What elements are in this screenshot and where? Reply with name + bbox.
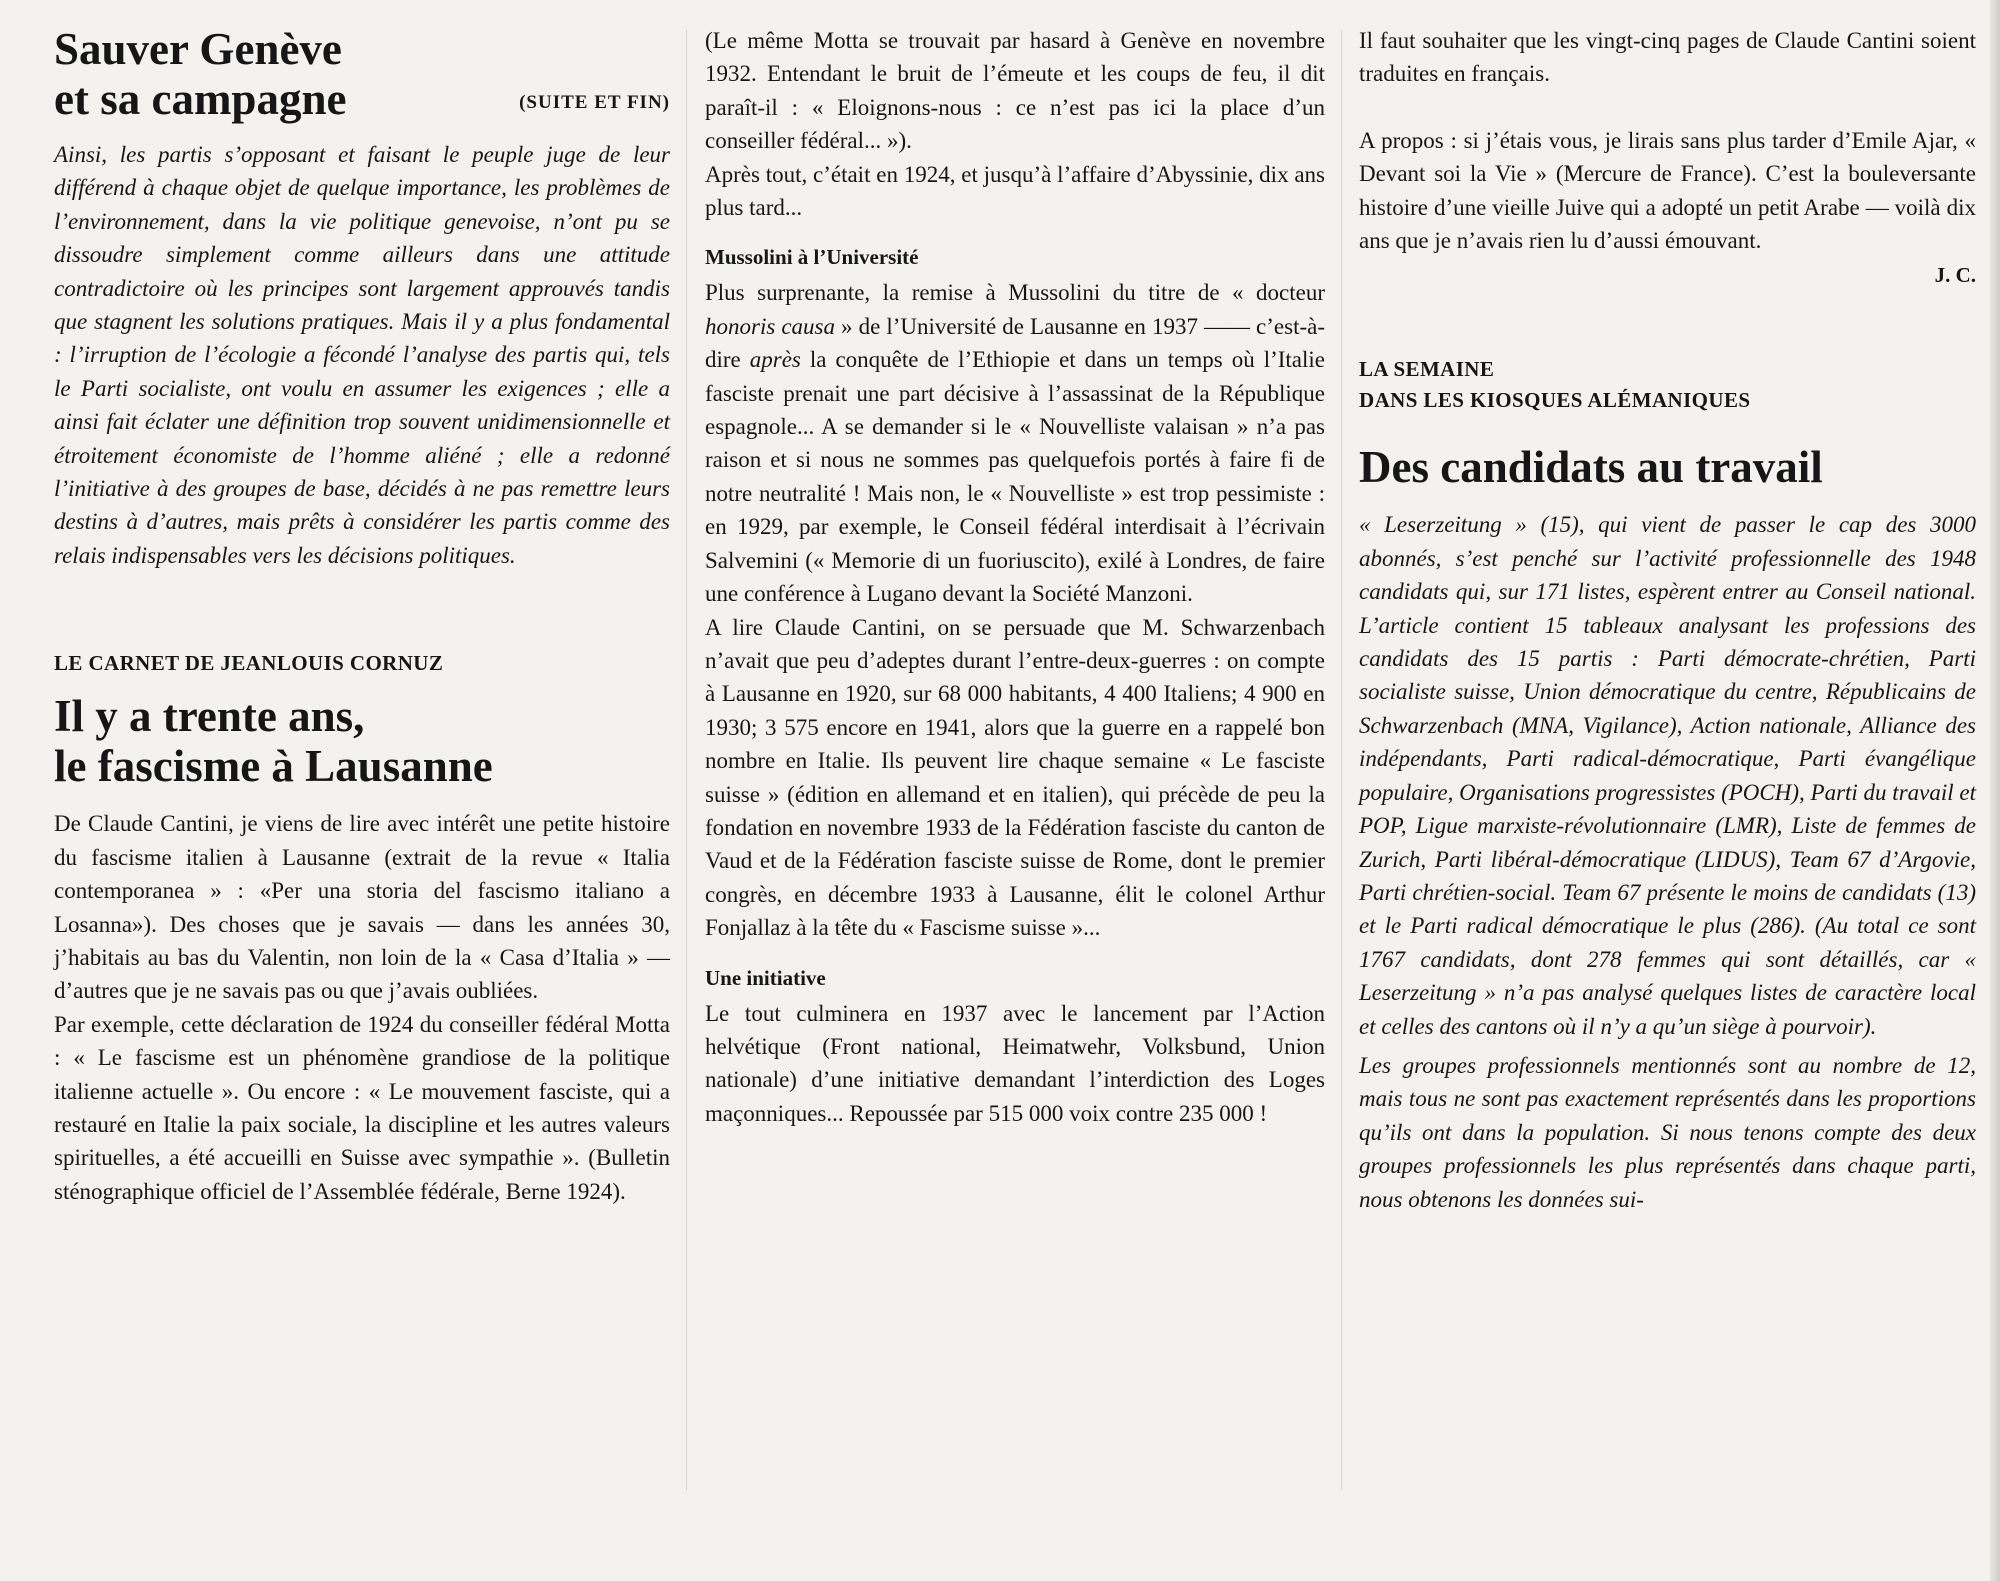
column-3 bbox=[1359, 24, 1976, 1216]
article-header bbox=[54, 24, 670, 124]
body-paragraph: De Claude Cantini, je viens de lire avec intérêt une petite histoire du fascisme italien à Lausanne (extrait de la revue « Italia contemporanea » : «Per una storia del fascismo italiano a Losanna»). Des choses que je savais — dans les années 30, j’habitais au bas du Valentin, non loin de la « Casa d’Italia » — d’autres que je ne savais pas ou que j’avais oubliées. bbox=[54, 811, 670, 1004]
title-line: Sauver Genève bbox=[54, 24, 342, 74]
body-paragraph: Par exemple, cette déclaration de 1924 du conseiller fédéral Motta : « Le fascisme est un phénomène grandiose de la politique italienne actuelle ». Ou encore : « Le mouvement fasciste, qui a restauré en Italie la paix sociale, la discipline et les autres valeurs spirituelles, a été accueilli en Suisse avec sympathie ». (Bulletin sténographique officiel de l’Assemblée fédérale, Berne 1924). bbox=[54, 1011, 670, 1204]
article-title-2 bbox=[54, 691, 670, 791]
title-line: Il y a trente ans, bbox=[54, 691, 365, 742]
body-paragraph: Il faut souhaiter que les vingt-cinq pages de Claude Cantini soient traduites en français. bbox=[1359, 28, 1976, 87]
italic-paragraph: « Leserzeitung » (15), qui vient de passer le cap des 3000 abonnés, s’est penché sur l’activité professionnelle des 1948 candidats qui, sur 171 listes, espèrent entrer au Conseil national. L’article contient 15 tableaux analysant les professions des candidats des 15 partis : Parti démocrate-chrétien, Parti socialiste suisse, Union démocratique du centre, Républicains de Schwarzenbach (MNA, Vigilance), Action nationale, Alliance des indépendants, Parti radical-démocratique, Parti évangélique populaire, Organisations progressistes (POCH), Parti du travail et POP, Ligue marxiste-révolutionnaire (LMR), Liste de femmes de Zurich, Parti libéral-démocratique (LIDUS), Team 67 d’Argovie, Parti chrétien-social. Team 67 présente le moins de candidats (13) et le Parti radical démocratique le plus (286). (Au total ce sont 1767 candidats, dont 278 femmes qui sont détaillés, car « Leserzeitung » n’a pas analysé quelques listes de caractère local et celles des cantons où il n’y a qu’un siège à pourvoir). bbox=[1359, 512, 1976, 1039]
kicker-line: DANS LES KIOSQUES ALÉMANIQUES bbox=[1359, 388, 1751, 413]
signature: J. C. bbox=[1934, 263, 1976, 288]
subheading: Mussolini à l’Université bbox=[705, 245, 919, 270]
body-paragraph: Le tout culminera en 1937 avec le lancement par l’Action helvétique (Front national, Heimatwehr, Volksbund, Union nationale) d’une initiative demandant l’interdiction des Loges maçonniques... Repoussée par 515 000 voix contre 235 000 ! bbox=[705, 1000, 1325, 1126]
suite-et-fin-label: (SUITE ET FIN) bbox=[519, 92, 670, 113]
body-paragraph bbox=[705, 276, 1325, 610]
page-edge-shadow bbox=[1990, 0, 2000, 1581]
column-rule bbox=[686, 30, 687, 1490]
body-paragraph: A propos : si j’étais vous, je lirais sans plus tarder d’Emile Ajar, « Devant soi la Vie » (Mercure de France). C’est la bouleversante histoire d’une vieille Juive qui a adopté un petit Arabe — voilà dix ans que je n’avais rien lu d’aussi émouvant. bbox=[1359, 127, 1976, 254]
text-run: la conquête de l’Ethiopie et dans un temps où l’Italie fasciste prenait une part décisive à l’assassinat de la République espagnole... A se demander si le « Nouvelliste valaisan » n’a pas raison et si nous ne sommes pas quelquefois portés à faire fi de notre neutralité ! Mais non, le « Nouvelliste » est trop pessimiste : en 1929, par exemple, le Conseil fédéral interdisait à l’écrivain Salvemini (« Memorie di un fuoriuscito), exilé à Londres, de faire une conférence à Lugano devant la Société Manzoni. bbox=[705, 347, 1325, 607]
column-kicker bbox=[1359, 354, 1976, 416]
subheading: Une initiative bbox=[705, 965, 826, 990]
body-paragraph: A lire Claude Cantini, on se persuade que M. Schwarzenbach n’avait que peu d’adeptes durant l’entre-deux-guerres : on compte à Lausanne en 1920, sur 68 000 habitants, 4 400 Italiens; 4 900 en 1930; 3 575 encore en 1941, alors que la guerre en a rappelé bon nombre en Italie. Ils peuvent lire chaque semaine « Le fasciste suisse » (édition en allemand et en italien), qui précède de peu la fondation en novembre 1933 de la Fédération fasciste du canton de Vaud et de la Fédération fasciste suisse de Rome, dont le premier congrès, en décembre 1933 à Lausanne, élit le colonel Arthur Fonjallaz à la tête du « Fascisme suisse »... bbox=[705, 614, 1325, 941]
text-run: Plus surprenante, la remise à Mussolini du titre de « docteur bbox=[705, 280, 1325, 306]
kicker-line: LA SEMAINE bbox=[1359, 357, 1495, 382]
column-1 bbox=[54, 24, 670, 1208]
title-line: le fascisme à Lausanne bbox=[54, 741, 493, 792]
article-title-3: Des candidats au travail bbox=[1359, 442, 1823, 493]
text-run: » de l’Université de Lausanne en 1937 —— c’est-à-dire bbox=[705, 313, 1325, 373]
intro-paragraph: Ainsi, les partis s’opposant et faisant le peuple juge de leur différend à chaque objet de quelque importance, les problèmes de l’environnement, dans la vie politique genevoise, n’ont pu se dissoudre simplement comme ailleurs dans une attitude contradictoire où les principes sont largement approuvés tandis que stagnent les solutions pratiques. Mais il y a plus fondamental : l’irruption de l’écologie a fécondé l’analyse des partis qui, tels le Parti socialiste, ont voulu en assumer les exigences ; elle a ainsi fait éclater une définition trop souvent unidimensionnelle et étroitement économiste de l’homme aliéné ; elle a redonné l’initiative à des groupes de base, décidés à ne pas remettre leurs destins à d’autres, mais prêts à considérer les partis comme des relais indispensables vers les décisions politiques. bbox=[54, 142, 670, 568]
italic-paragraph: Les groupes professionnels mentionnés sont au nombre de 12, mais tous ne sont pas exactement représentés dans les proportions qu’ils ont dans la population. Si nous tenons compte des deux groupes professionnels les plus représentés dans chaque parti, nous obtenons les données sui- bbox=[1359, 1052, 1976, 1212]
body-paragraph: Après tout, c’était en 1924, et jusqu’à l’affaire d’Abyssinie, dix ans plus tard... bbox=[705, 161, 1325, 221]
column-kicker: LE CARNET DE JEANLOUIS CORNUZ bbox=[54, 651, 444, 676]
title-line: et sa campagne bbox=[54, 74, 347, 124]
body-paragraph: (Le même Motta se trouvait par hasard à Genève en novembre 1932. Entendant le bruit de l’émeute et les coups de feu, il dit paraît-il : « Eloignons-nous : ce n’est pas ici la place d’un conseiller fédéral... »). bbox=[705, 28, 1325, 154]
article-title bbox=[54, 24, 346, 124]
column-2 bbox=[705, 24, 1325, 1130]
column-rule bbox=[1341, 30, 1342, 1490]
text-run-italic: après bbox=[749, 347, 801, 373]
text-run-italic: honoris causa bbox=[705, 313, 835, 339]
